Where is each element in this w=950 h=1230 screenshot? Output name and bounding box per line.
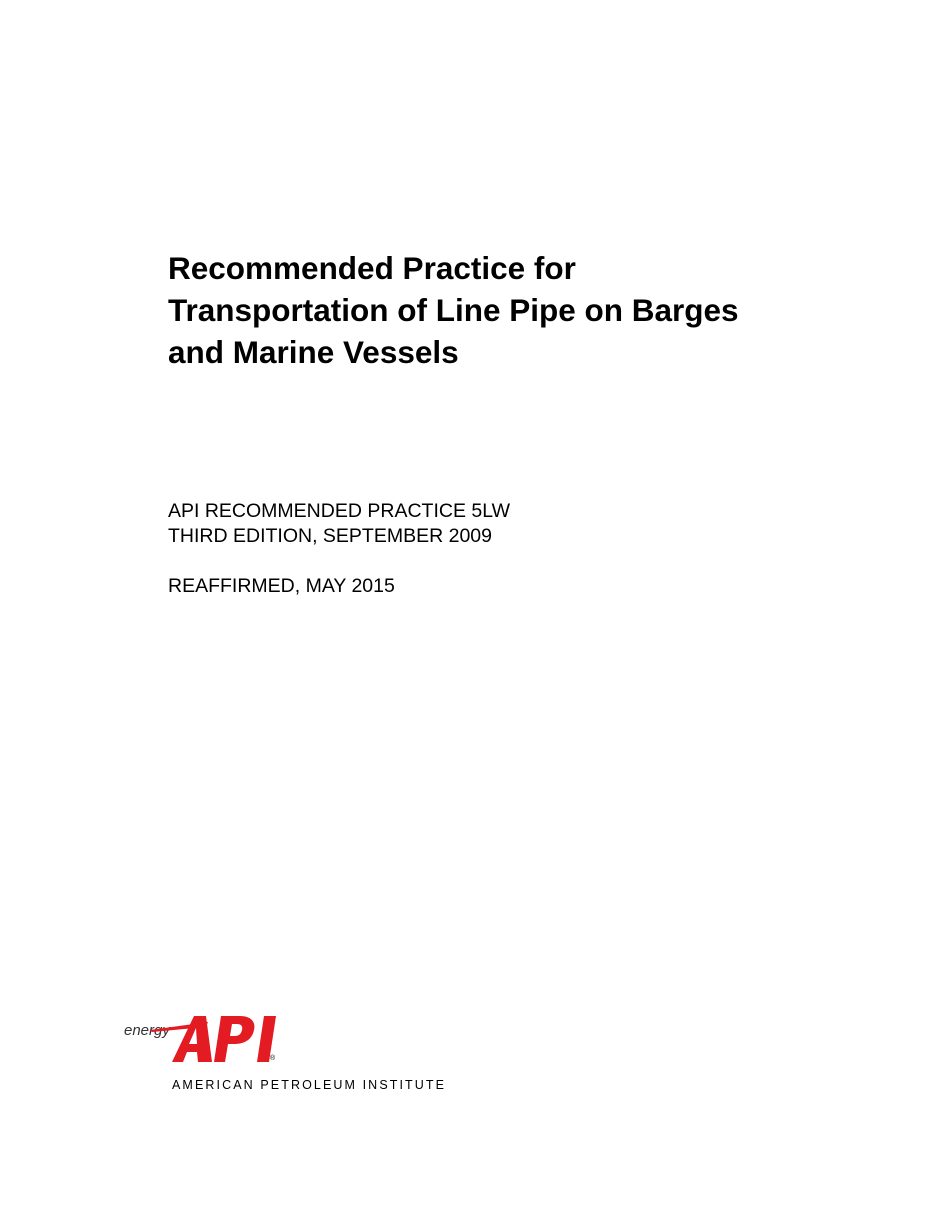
registered-mark: ® — [270, 1055, 276, 1062]
api-logo-icon — [120, 1010, 280, 1070]
document-title — [168, 247, 868, 373]
title-line-3: and Marine Vessels — [168, 334, 459, 370]
title-line-1: Recommended Practice for — [168, 250, 576, 286]
document-edition: THIRD EDITION, SEPTEMBER 2009 — [168, 525, 492, 547]
logo-tagline: energy — [124, 1022, 170, 1039]
document-designation: API RECOMMENDED PRACTICE 5LW — [168, 500, 511, 522]
document-reaffirmed-date: REAFFIRMED, MAY 2015 — [168, 575, 395, 597]
title-line-2: Transportation of Line Pipe on Barges — [168, 292, 739, 328]
organization-name: AMERICAN PETROLEUM INSTITUTE — [172, 1078, 447, 1092]
